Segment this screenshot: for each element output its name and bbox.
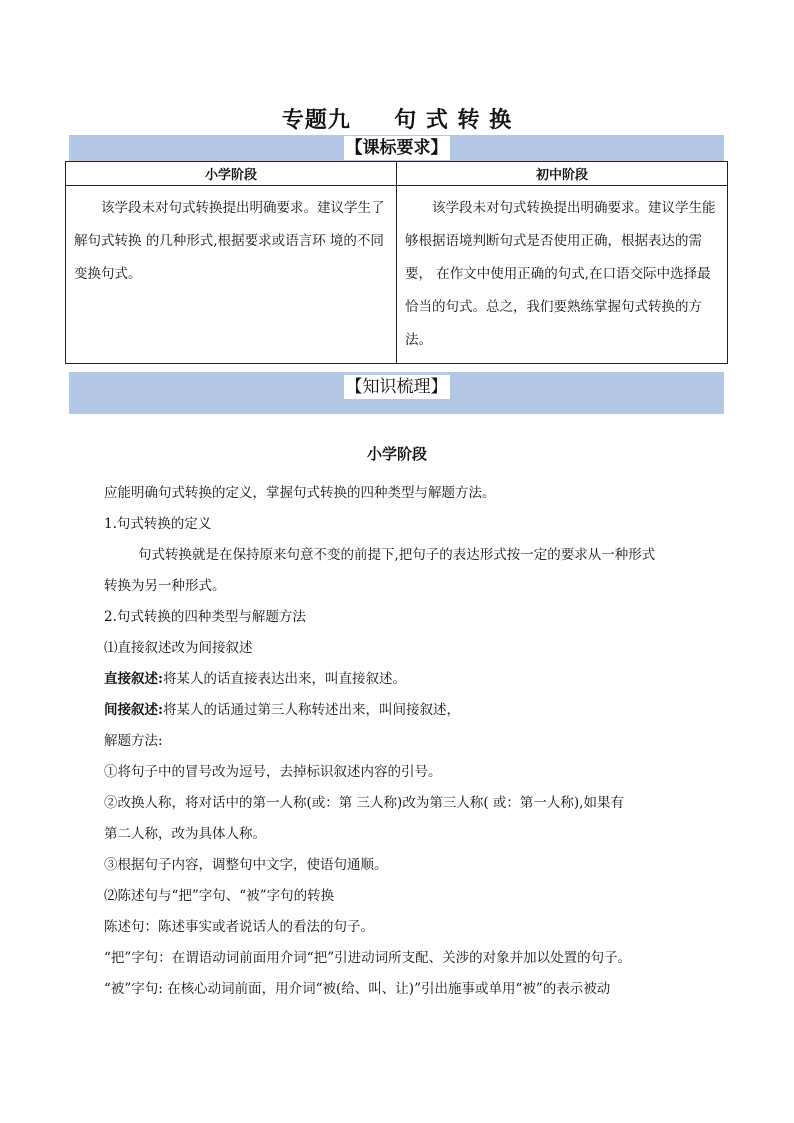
indirect-narration-text: 将某人的话通过第三人称转述出来，叫间接叙述，: [162, 702, 460, 718]
type-1-heading: ⑴直接叙述改为间接叙述: [104, 640, 253, 656]
method-step-2: ②改换人称，将对话中的第一人称(或：第 三人称)改为第三人称( 或：第一人称),如果有: [104, 795, 624, 811]
term-direct: 直接叙述:: [104, 671, 163, 687]
cell-text-primary: 该学段未对句式转换提出明确要求。建议学生了解句式转换 的几种形式,根据要求或语言环 境的不同变换句式。: [74, 200, 385, 282]
ba-sentence-def: “把”字句：在谓语动词前面用介词“把”引进动词所支配、关涉的对象并加以处置的句子。: [104, 950, 632, 966]
type-2-heading: ⑵陈述句与“把”字句、“被”字句的转换: [104, 888, 335, 904]
method-step-1: ①将句子中的冒号改为逗号，去掉标识叙述内容的引号。: [104, 764, 442, 780]
declarative-def: 陈述句：陈述事实或者说话人的看法的句子。: [104, 919, 374, 935]
heading-definition: 1.句式转换的定义: [104, 516, 212, 532]
method-step-3: ③根据句子内容，调整句中文字，使语句通顺。: [104, 857, 388, 873]
definition-line-2: 转换为另一种形式。: [104, 578, 226, 594]
section-banner-knowledge: [69, 372, 724, 414]
page-title: 专题九 句 式 转 换: [281, 108, 513, 133]
requirements-table: [65, 161, 728, 364]
section-banner-curriculum: [69, 135, 724, 161]
table-cell-middle: [397, 186, 728, 364]
section-label-curriculum: 【课标要求】: [345, 138, 448, 158]
section-label-knowledge: 【知识梳理】: [345, 377, 448, 397]
intro-line: 应能明确句式转换的定义，掌握句式转换的四种类型与解题方法。: [104, 485, 496, 501]
definition-line-1: 句式转换就是在保持原来句意不变的前提下,把句子的表达形式按一定的要求从一种形式: [138, 547, 656, 563]
table-row: [66, 186, 728, 364]
table-cell-primary: [66, 186, 397, 364]
heading-types: 2.句式转换的四种类型与解题方法: [104, 609, 306, 625]
method-label: 解题方法:: [104, 733, 163, 749]
table-header-row: [66, 162, 728, 186]
indirect-narration-line: [104, 695, 724, 726]
term-indirect: 间接叙述:: [104, 702, 163, 718]
cell-text-middle: 该学段未对句式转换提出明确要求。建议学生能够根据语境判断句式是否使用正确，根据表达的需要， 在作文中使用正确的句式,在口语交际中选择最恰当的句式。总之，我们要熟练掌握句式转换的方法。: [405, 200, 716, 348]
table-header-middle: 初中阶段: [397, 162, 728, 186]
table-header-primary: 小学阶段: [66, 162, 397, 186]
subhead-primary-stage: 小学阶段: [366, 445, 427, 463]
bei-sentence-def: “被”字句: 在核心动词前面，用介词“被(给、叫、让)”引出施事或单用“被”的表示被动: [104, 981, 611, 997]
knowledge-content: [104, 478, 724, 1005]
method-step-2-cont: 第二人称，改为具体人称。: [104, 826, 266, 842]
direct-narration-line: [104, 664, 724, 695]
direct-narration-text: 将某人的话直接表达出来，叫直接叙述。: [162, 671, 406, 687]
